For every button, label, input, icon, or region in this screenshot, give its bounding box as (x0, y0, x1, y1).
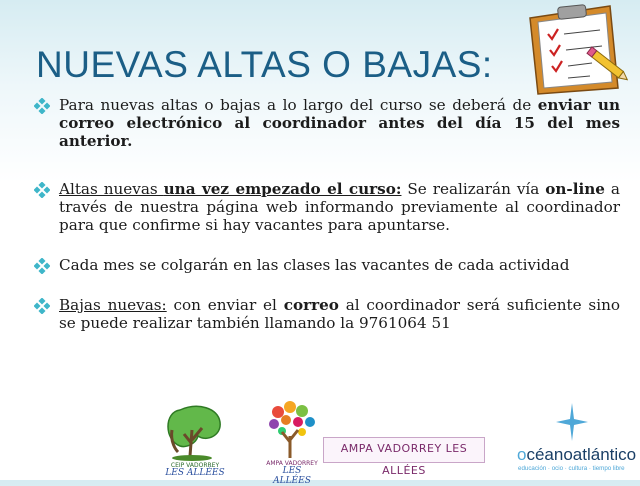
clipboard-checklist-icon (520, 4, 628, 96)
bullet-4-underline: Bajas nuevas: (59, 296, 167, 314)
school-name: LES ALLÉES (165, 468, 225, 478)
bullet-4-text-a: con enviar el (166, 296, 284, 314)
bullet-2-text-b: a través de nuestra página web informando previamente al coordinador para que confirme si hay vacantes para apuntarse. (59, 180, 620, 234)
diamond-bullet-icon (34, 258, 50, 274)
oa-o: o (517, 445, 527, 464)
ampa-caption: AMPA VADORREY (266, 460, 318, 467)
bullet-item-3 (34, 256, 620, 274)
bullet-3-text: Cada mes se colgarán en las clases las vacantes de cada actividad (59, 256, 570, 274)
bullet-item-2 (34, 180, 620, 234)
bullet-4-text-b: al coordinador será suficiente sino se puede realizar también llamando la 9761064 51 (59, 296, 621, 332)
ampa-banner: AMPA VADORREY LES ALLÉES (323, 437, 485, 463)
school-logo (150, 400, 240, 478)
diamond-bullet-icon (34, 182, 50, 198)
bullet-list (34, 96, 620, 332)
slide-title: NUEVAS ALTAS O BAJAS: (36, 44, 493, 85)
bullet-2-bold: on-line (545, 180, 605, 198)
oceano-atlantico-logo (517, 445, 636, 465)
bullet-4-bold: correo (283, 296, 339, 314)
diamond-bullet-icon (34, 298, 50, 314)
bullet-2-underline-bold: una vez empezado el curso: (163, 180, 402, 198)
oa-rest: céanoatlántico (526, 445, 637, 464)
bullet-item-4 (34, 296, 620, 332)
diamond-bullet-icon (34, 98, 50, 114)
oa-subtitle: educación · ocio · cultura · tiempo libre (518, 465, 625, 472)
star-icon (556, 403, 588, 441)
bullet-item-1 (34, 96, 620, 150)
bullet-1-text: Para nuevas altas o bajas a lo largo del curso se deberá de (59, 96, 538, 114)
hand-tree-logo-icon (264, 398, 320, 460)
bullet-2-text-a: Se realizarán vía (401, 180, 546, 198)
bullet-2-underline: Altas nuevas (59, 180, 164, 198)
school-caption: CEIP VADORREY (170, 462, 220, 469)
ampa-name: LES ALLÉES (273, 466, 311, 486)
tree-logo-icon (150, 400, 240, 462)
bullet-1-bold: enviar un correo electrónico al coordinador antes del día 15 del mes anterior. (59, 96, 621, 150)
